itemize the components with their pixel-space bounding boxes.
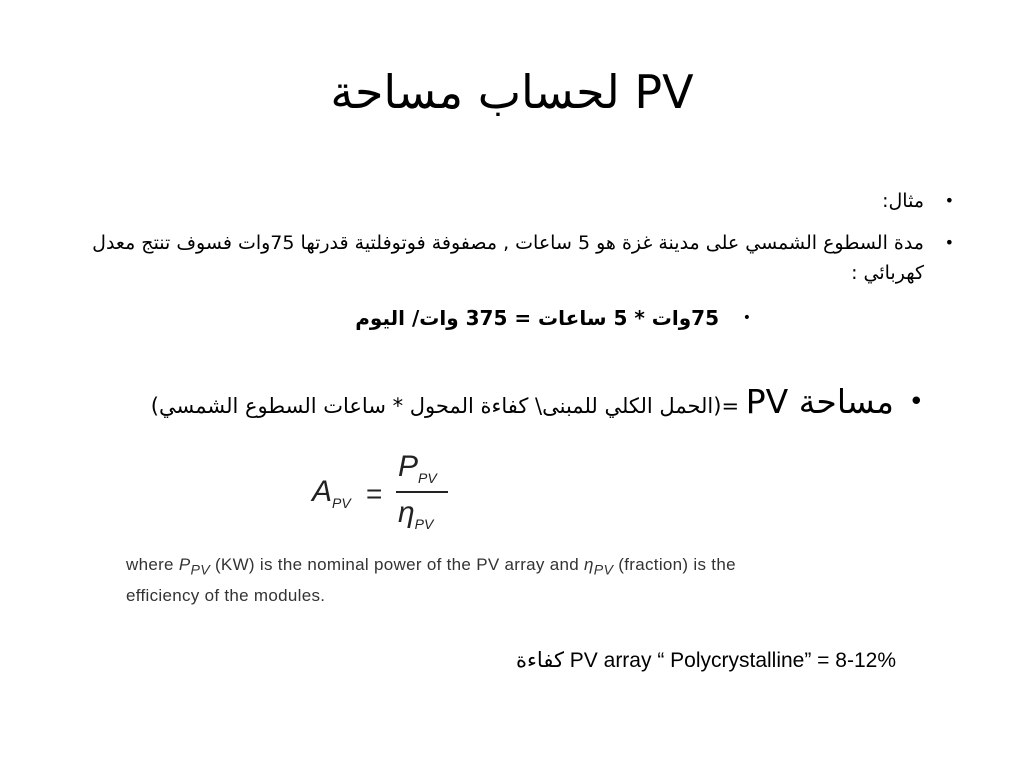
bullet-example xyxy=(84,186,954,216)
bullet-text: مثال: xyxy=(882,190,924,212)
bullet-sun-hours xyxy=(74,228,954,288)
sub-bullet-text: 75وات * 5 ساعات = 375 وات/ اليوم xyxy=(355,306,719,330)
bullet-dot-icon: • xyxy=(944,191,954,210)
slide-title: لحساب مساحة PV xyxy=(330,65,694,119)
formula-explanation: where $P_{PV}$ (KW) is the nominal power of the PV array and $\eta_{PV}$ (fraction) is the efficiency of the modules. xyxy=(126,555,736,606)
formula-lhs: $A_{PV}$ xyxy=(312,475,351,511)
area-heading: مساحة PV xyxy=(745,382,894,421)
bullet-dot-icon: • xyxy=(742,310,751,326)
sub-bullet-calculation xyxy=(355,303,751,333)
efficiency-line: كفاءة PV array “ Polycrystalline” = 8-12% xyxy=(516,649,896,672)
bullet-dot-icon: • xyxy=(908,387,924,417)
formula-equals: = xyxy=(366,478,383,509)
bullet-dot-icon: • xyxy=(944,233,954,252)
bullet-area-definition xyxy=(150,380,924,428)
bullet-text: مدة السطوع الشمسي على مدينة غزة هو 5 ساعات , مصفوفة فوتوفلتية قدرتها 75وات فسوف تنتج معدل كهربائي : xyxy=(92,232,924,284)
area-definition: =(الحمل الكلي للمبنى\ كفاءة المحول * ساعات السطوع الشمسي) xyxy=(150,394,740,418)
fraction-bar xyxy=(396,491,448,493)
area-formula xyxy=(312,450,462,540)
formula-numerator: $P_{PV}$ xyxy=(398,450,437,486)
formula-denominator: $\eta_{PV}$ xyxy=(398,496,434,532)
